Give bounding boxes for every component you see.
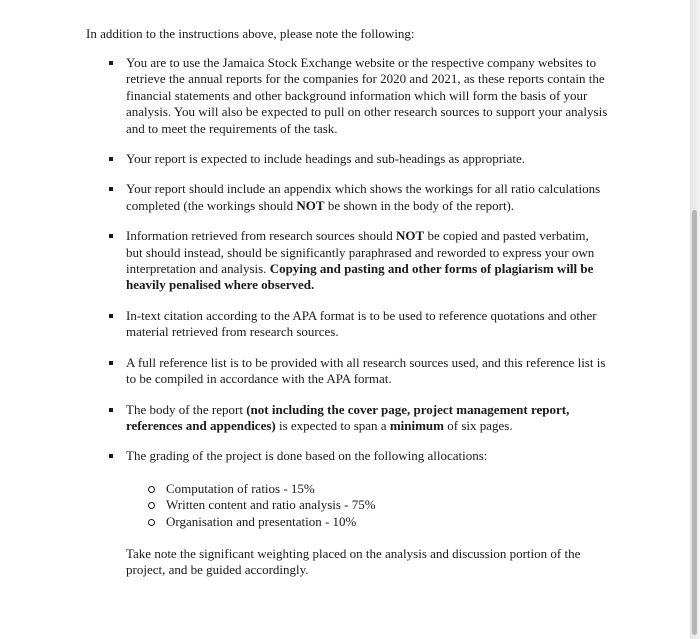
square-bullet-icon (109, 408, 113, 412)
list-item: The body of the report (not including the cover page, project management report, references and appendices) is expected to span a minimum of six pages. (108, 402, 608, 435)
list-item: Your report is expected to include headings and sub-headings as appropriate. (108, 151, 608, 167)
list-item: In-text citation according to the APA format is to be used to reference quotations and other material retrieved from research sources. (108, 308, 608, 341)
list-item: You are to use the Jamaica Stock Exchange website or the respective company websites to retrieve the annual reports for the companies for 2020 and 2021, as these reports contain the financial statements and other background information which will form the basis of your analysis. You will also be expected to pull on other research sources to support your analysis and to meet the requirements of the task. (108, 55, 608, 137)
allocation-list (146, 481, 608, 530)
circle-bullet-icon (148, 519, 155, 526)
square-bullet-icon (109, 314, 113, 318)
circle-bullet-icon (148, 486, 155, 493)
square-bullet-icon (109, 157, 113, 161)
intro-text: In addition to the instructions above, please note the following: (86, 26, 415, 41)
scrollbar[interactable] (692, 210, 697, 635)
list-item: Your report should include an appendix which shows the workings for all ratio calculations completed (the workings should NOT be shown in the body of the report). (108, 181, 608, 214)
circle-bullet-icon (148, 502, 155, 509)
square-bullet-icon (109, 361, 113, 365)
square-bullet-icon (109, 234, 113, 238)
closing-note: Take note the significant weighting placed on the analysis and discussion portion of the project, and be guided accordingly. (126, 546, 581, 578)
square-bullet-icon (109, 187, 113, 191)
square-bullet-icon (109, 61, 113, 65)
allocation-item: Written content and ratio analysis - 75% (146, 497, 608, 513)
allocation-item: Computation of ratios - 15% (146, 481, 608, 497)
list-item: The grading of the project is done based on the following allocations: Computation of ratios - 15% Written content and ratio analysis - 75% Organisation and presentation - 10% (108, 448, 608, 530)
instruction-list (108, 55, 608, 544)
square-bullet-icon (109, 454, 113, 458)
list-item: Information retrieved from research sources should NOT be copied and pasted verbatim, but should instead, should be significantly paraphrased and reworded to express your own interpretation and analysis. Copying and pasting and other forms of plagiarism will be heavily penalised where observed. (108, 228, 608, 294)
list-item: A full reference list is to be provided with all research sources used, and this reference list is to be compiled in accordance with the APA format. (108, 355, 608, 388)
allocation-item: Organisation and presentation - 10% (146, 514, 608, 530)
